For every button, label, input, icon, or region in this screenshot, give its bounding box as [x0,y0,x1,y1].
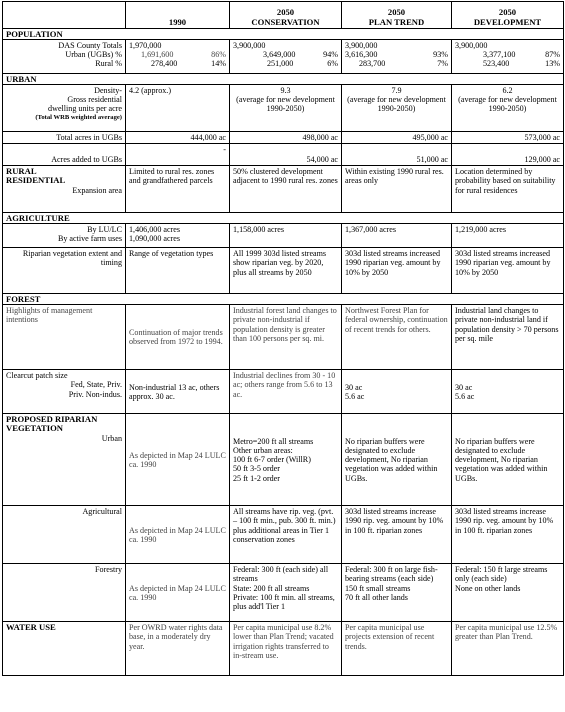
ugb-acres-row [3,132,564,144]
riparian-urban-plan-trend: No riparian buffers were designated to exclude development, No riparian vegetation was added within UGBs. [342,414,452,506]
ag-riparian-plan-trend: 303d listed streams increased 1990 riparian veg. amount by 10% by 2050 [342,248,452,294]
riparian-forestry-conservation [230,564,342,622]
rip-for-cons-l1: Federal: 300 ft (each side) all streams [233,565,329,584]
riparian-forestry-development [452,564,564,622]
ugb-acres-plan-trend: 495,000 ac [342,132,452,144]
clearcut-conservation: Industrial declines from 30 - 10 ac; others range from 5.6 to 13 ac. [230,370,342,414]
riparian-title-1: PROPOSED RIPARIAN [6,414,98,425]
ugb-added-1990: - [126,144,230,166]
riparian-urban-labels [3,414,126,506]
section-forest [3,294,564,305]
density-label-1: Density- [94,86,122,95]
pop-plan-total: 3,900,000 [345,41,378,50]
rural-res-1990: Limited to rural res. zones and grandfathered parcels [126,166,230,213]
section-agriculture [3,213,564,224]
clearcut-plan-b: 5.6 ac [345,391,365,401]
density-dev-value: 6.2 [502,86,513,95]
rip-urban-cons-l1: Metro=200 ft all streams [233,436,314,446]
ag-riparian-label: Riparian vegetation extent and timing [3,248,126,294]
ugb-acres-1990: 444,000 ac [126,132,230,144]
rural-residential-row [3,166,564,213]
population-development [452,40,564,74]
density-label-4: (Total WRB weighted average) [35,113,122,121]
section-population [3,29,564,40]
riparian-ag-1990: As depicted in Map 24 LULC ca. 1990 [126,506,230,564]
header-development [452,2,564,29]
density-label-2: Gross residential [67,95,122,105]
header-development-label: DEVELOPMENT [473,17,542,27]
ag-acres-labels [3,224,126,248]
riparian-forestry-label: Forestry [3,564,126,622]
ag-acres-development: 1,219,000 acres [452,224,564,248]
density-conservation [230,85,342,132]
density-plan-value: 7.9 [391,86,402,95]
density-dev-note: (average for new development 1990-2050) [458,95,557,114]
rural-residential-labels [3,166,126,213]
header-conservation [230,2,342,29]
header-1990-label: 1990 [168,17,187,27]
riparian-urban-label: Urban [101,433,122,443]
ag-riparian-conservation: All 1999 303d listed streams show riparian veg. by 2020, plus all streams by 2050 [230,248,342,294]
density-row [3,85,564,132]
pop-plan-rural: 283,700 [359,59,386,69]
header-plan-trend-label: PLAN TREND [368,17,425,27]
clearcut-1990: Non-industrial 13 ac, others approx. 30 ac. [126,370,230,414]
ugb-added-conservation: 54,000 ac [230,144,342,166]
header-plan-trend [342,2,452,29]
rip-urban-cons-l3: 100 ft 6-7 order (WillR) [233,455,311,465]
rural-res-title-1: RURAL [6,166,37,177]
forest-highlights-conservation: Industrial forest land changes to private non-industrial if population density is greater than 100 persons per sq. mi. [230,305,342,370]
ag-1990-lulc: 1,406,000 acres [129,225,181,235]
forest-highlights-label: Highlights of management intentions [3,305,126,370]
water-use-label: WATER USE [3,622,126,676]
population-label-totals: DAS County Totals [58,41,122,50]
clearcut-row [3,370,564,414]
ag-riparian-1990: Range of vegetation types [126,248,230,294]
pop-dev-rural-pct: 13% [545,59,560,69]
clearcut-dev-b: 5.6 ac [455,391,475,401]
density-cons-value: 9.3 [280,86,291,95]
pop-plan-urban-pct: 93% [433,50,448,60]
density-labels [3,85,126,132]
pop-dev-urban-pct: 87% [545,50,560,60]
riparian-ag-label: Agricultural [3,506,126,564]
rural-res-plan-trend: Within existing 1990 rural res. areas only [342,166,452,213]
pop-cons-rural-pct: 6% [327,59,338,69]
riparian-ag-plan-trend: 303d listed streams increase 1990 rip. veg. amount by 10% in 100 ft. riparian zones [342,506,452,564]
header-development-year: 2050 [498,7,517,17]
clearcut-label-fed: Fed, State, Priv. [70,380,122,390]
ag-riparian-development: 303d listed streams increased 1990 riparian veg. amount by 10% by 2050 [452,248,564,294]
pop-cons-urban: 3,649,000 [263,50,296,60]
rip-for-dev-l2: None on other lands [455,583,521,593]
rural-res-title-2: RESIDENTIAL [6,175,66,186]
rural-res-development: Location determined by probability based on suitability for rural residences [452,166,564,213]
section-population-title: POPULATION [3,29,564,40]
population-row [3,40,564,74]
clearcut-plan-a: 30 ac [345,382,363,392]
ugb-added-row [3,144,564,166]
pop-cons-urban-pct: 94% [323,50,338,60]
density-development [452,85,564,132]
population-1990 [126,40,230,74]
pop-plan-rural-pct: 7% [437,59,448,69]
rip-urban-cons-l2: Other urban areas: [233,445,293,455]
ugb-added-development: 129,000 ac [452,144,564,166]
population-conservation [230,40,342,74]
section-urban [3,74,564,85]
pop-1990-rural: 278,400 [151,59,178,69]
pop-1990-urban-pct: 86% [211,50,226,60]
riparian-forestry-1990: As depicted in Map 24 LULC ca. 1990 [126,564,230,622]
density-1990: 4.2 (approx.) [126,85,230,132]
pop-1990-urban: 1,691,600 [141,50,174,60]
ugb-added-label: Acres added to UGBs [3,144,126,166]
header-conservation-label: CONSERVATION [251,17,320,27]
ag-label-farm-uses: By active farm uses [57,234,122,244]
pop-1990-rural-pct: 14% [211,59,226,69]
pop-1990-total: 1,970,000 [129,41,162,50]
rip-for-dev-l1: Federal: 150 ft large streams only (each side) [455,565,548,584]
forest-highlights-row [3,305,564,370]
clearcut-label-title: Clearcut patch size [6,371,68,381]
riparian-urban-development: No riparian buffers were designated to exclude development, No riparian vegetation was added within UGBs. [452,414,564,506]
clearcut-plan-trend [342,370,452,414]
rip-for-cons-l3: Private: 100 ft min. all streams, plus add'l Tier 1 [233,592,335,612]
population-labels [3,40,126,74]
rip-urban-cons-l5: 25 ft 1-2 order [233,473,280,483]
clearcut-development [452,370,564,414]
pop-cons-rural: 251,000 [267,59,294,69]
rural-res-expansion-label: Expansion area [72,185,122,195]
ag-acres-conservation: 1,158,000 acres [230,224,342,248]
riparian-forestry-row [3,564,564,622]
water-use-plan-trend: Per capita municipal use projects extension of recent trends. [342,622,452,676]
ugb-acres-conservation: 498,000 ac [230,132,342,144]
header-plan-trend-year: 2050 [387,7,406,17]
density-label-3: dwelling units per acre [48,104,122,114]
population-label-rural: Rural % [95,59,122,69]
clearcut-labels [3,370,126,414]
pop-dev-rural: 523,400 [483,59,510,69]
ag-riparian-row [3,248,564,294]
population-plan-trend [342,40,452,74]
riparian-forestry-plan-trend [342,564,452,622]
forest-highlights-1990: Continuation of major trends observed from 1972 to 1994. [126,305,230,370]
header-row [3,2,564,29]
riparian-title-2: VEGETATION [6,423,63,434]
rip-urban-cons-l4: 50 ft 3-5 order [233,464,280,474]
water-use-row [3,622,564,676]
section-urban-title: URBAN [3,74,564,85]
riparian-ag-conservation: All streams have rip. veg. (pvt. – 100 ft min., pub. 300 ft. min.) plus additional areas in Tier 1 conservation zones [230,506,342,564]
pop-dev-urban: 3,377,100 [483,50,516,60]
riparian-urban-row [3,414,564,506]
forest-highlights-development: Industrial land changes to private non-industrial land if population density > 70 persons per sq. mile [452,305,564,370]
ag-acres-row [3,224,564,248]
density-cons-note: (average for new development 1990-2050) [236,95,335,114]
header-conservation-year: 2050 [276,7,295,17]
clearcut-label-nonindus: Priv. Non-indus. [68,389,122,399]
ag-acres-plan-trend: 1,367,000 acres [342,224,452,248]
density-plan-note: (average for new development 1990-2050) [347,95,446,114]
scenario-comparison-table [2,1,564,676]
water-use-conservation: Per capita municipal use 8.2% lower than Plan Trend; vacated irrigation rights transferred to in-stream use. [230,622,342,676]
rip-for-cons-l2: State: 200 ft all streams [233,583,310,593]
section-agriculture-title: AGRICULTURE [3,213,564,224]
pop-cons-total: 3,900,000 [233,41,266,50]
rip-for-plan-l3: 70 ft all other lands [345,592,408,602]
header-blank [3,2,126,29]
rural-res-conservation: 50% clustered development adjacent to 1990 rural res. zones [230,166,342,213]
section-forest-title: FOREST [3,294,564,305]
pop-plan-urban: 3,616,300 [345,50,378,60]
ag-acres-1990 [126,224,230,248]
water-use-development: Per capita municipal use 12.5% greater than Plan Trend. [452,622,564,676]
riparian-ag-row [3,506,564,564]
ugb-added-plan-trend: 51,000 ac [342,144,452,166]
riparian-urban-conservation [230,414,342,506]
population-label-urban: Urban (UGBs) % [65,50,122,60]
ag-1990-farm: 1,090,000 acres [129,234,181,244]
water-use-1990: Per OWRD water rights data base, in a moderately dry year. [126,622,230,676]
header-1990 [126,2,230,29]
rip-for-plan-l1: Federal: 300 ft on large fish-bearing streams (each side) [345,565,438,584]
density-plan-trend [342,85,452,132]
clearcut-dev-a: 30 ac [455,382,473,392]
ag-label-lulc: By LU/LC [87,225,122,235]
riparian-ag-development: 303d listed streams increase 1990 rip. veg. amount by 10% in 100 ft. riparian zones [452,506,564,564]
ugb-acres-label: Total acres in UGBs [3,132,126,144]
rip-for-plan-l2: 150 ft small streams [345,583,411,593]
pop-dev-total: 3,900,000 [455,41,488,50]
ugb-acres-development: 573,000 ac [452,132,564,144]
forest-highlights-plan-trend: Northwest Forest Plan for federal ownership, continuation of recent trends for others. [342,305,452,370]
riparian-urban-1990: As depicted in Map 24 LULC ca. 1990 [126,414,230,506]
